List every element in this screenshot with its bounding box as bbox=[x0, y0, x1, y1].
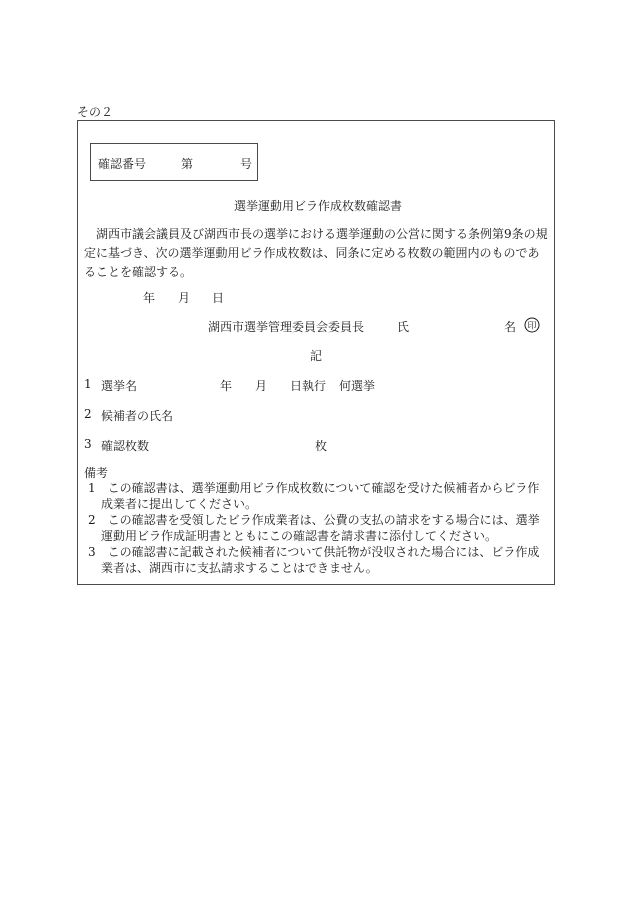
seal-icon bbox=[524, 317, 540, 333]
note-item: 3 この確認書に記載された候補者について供託物が没収された場合には、ビラ作成業者は、湖西市に支払請求することはできません。 bbox=[88, 545, 540, 575]
item-2-number: 2 bbox=[84, 407, 92, 421]
item-3-unit: 枚 bbox=[315, 439, 328, 453]
item-1-number: 1 bbox=[84, 377, 92, 391]
notes-heading: 備考 bbox=[84, 466, 109, 480]
signatory-mei: 名 bbox=[504, 320, 517, 334]
date-day: 日 bbox=[212, 291, 225, 305]
date-year: 年 bbox=[143, 291, 156, 305]
notes-list bbox=[84, 480, 550, 576]
document-title: 選挙運動用ビラ作成枚数確認書 bbox=[234, 199, 403, 213]
item-1-label: 選挙名 bbox=[101, 379, 138, 393]
note-item: 1 この確認書は、選挙運動用ビラ作成枚数について確認を受けた候補者からビラ作成業者に提出してください。 bbox=[88, 481, 540, 511]
note-item: 2 この確認書を受領したビラ作成業者は、公費の支払の請求をする場合には、選挙運動用ビラ作成証明書とともにこの確認書を請求書に添付してください。 bbox=[88, 513, 540, 543]
confirmation-dai: 第 bbox=[181, 157, 194, 171]
item-1-election: 何選挙 bbox=[339, 379, 376, 393]
item-1-month: 月 bbox=[255, 379, 268, 393]
item-3-number: 3 bbox=[84, 437, 92, 451]
item-1-year: 年 bbox=[220, 379, 233, 393]
confirmation-go: 号 bbox=[240, 157, 253, 171]
body-paragraph: 湖西市議会議員及び湖西市長の選挙における選挙運動の公営に関する条例第9条の規定に基づき、次の選挙運動用ビラ作成枚数は、同条に定める枚数の範囲内のものであることを確認する。 bbox=[84, 227, 548, 279]
form-number-label: その２ bbox=[77, 105, 114, 119]
date-month: 月 bbox=[178, 291, 191, 305]
signatory-shi: 氏 bbox=[397, 320, 410, 334]
seal-character: 印 bbox=[527, 321, 537, 332]
item-3-label: 確認枚数 bbox=[101, 439, 150, 453]
item-2-label: 候補者の氏名 bbox=[101, 409, 174, 423]
ki-heading: 記 bbox=[310, 349, 323, 363]
signatory-title: 湖西市選挙管理委員会委員長 bbox=[208, 320, 365, 334]
item-1-day-exec: 日執行 bbox=[290, 379, 327, 393]
confirmation-number-label: 確認番号 bbox=[98, 157, 147, 171]
